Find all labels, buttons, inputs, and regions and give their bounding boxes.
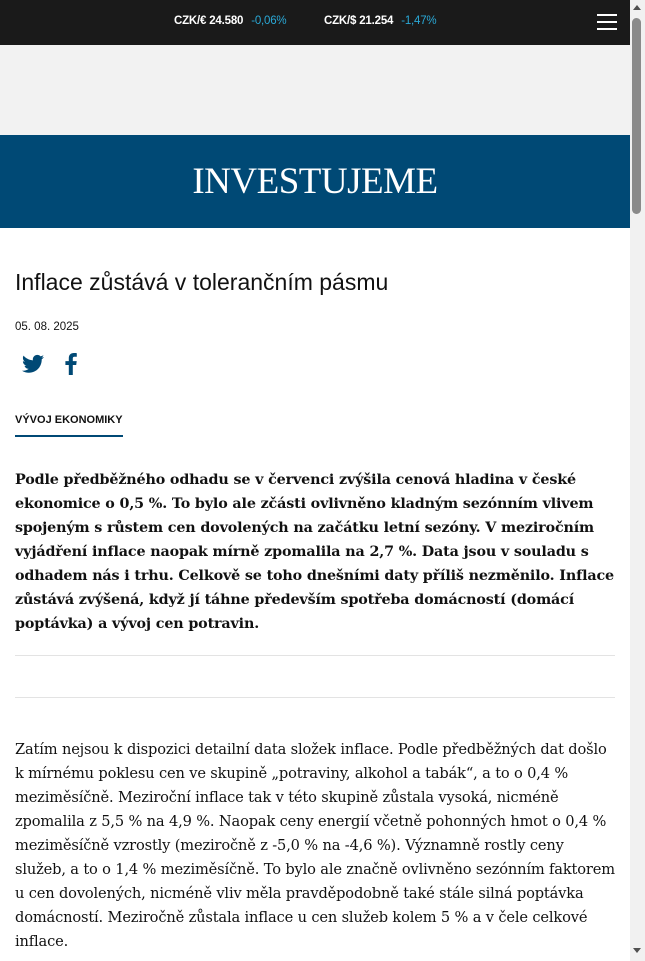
divider (15, 697, 615, 698)
vertical-scrollbar[interactable] (630, 0, 645, 961)
brand-header (0, 135, 630, 228)
ticker-pair: CZK/€ (174, 15, 207, 27)
ticker-item-eur[interactable] (174, 15, 286, 27)
ticker-pair: CZK/$ (324, 15, 357, 27)
article-body-paragraph: Zatím nejsou k dispozici detailní data složek inflace. Podle předběžných dat došlo k mírnému poklesu cen ve skupině „potraviny, alkohol a tabák“, a to o 0,4 % meziměsíčně. Meziroční inflace tak v této skupině zůstala vysoká, nicméně zpomalila z 5,5 % na 4,9 %. Naopak ceny energií včetně pohonných hmot o 0,4 % meziměsíčně vzrostly (meziročně z -5,0 % na -4,6 %). Významně rostly ceny služeb, a to o 1,4 % meziměsíčně. To bylo ale značně ovlivněno sezónním faktorem u cen dovolených, nicméně vliv měla pravděpodobně také stále silná poptávka domácností. Meziročně zůstala inflace u cen služeb kolem 5 % a v čele celkové inflace. (15, 741, 615, 950)
ticker-change: -1,47% (401, 15, 437, 27)
ad-banner-space (0, 45, 630, 135)
twitter-icon[interactable] (22, 354, 44, 374)
facebook-icon[interactable] (64, 353, 78, 375)
divider (15, 655, 615, 656)
menu-icon[interactable] (597, 14, 617, 31)
scroll-up-arrow-icon[interactable] (633, 5, 641, 10)
scroll-down-arrow-icon[interactable] (633, 948, 641, 953)
article-title: Inflace zůstává v tolerančním pásmu (15, 269, 389, 295)
article-date: 05. 08. 2025 (15, 321, 79, 333)
currency-ticker (0, 0, 630, 45)
ticker-item-usd[interactable] (324, 15, 436, 27)
scrollbar-thumb[interactable] (632, 18, 641, 214)
ticker-value: 21.254 (359, 15, 394, 27)
site-logo[interactable]: INVESTUJEME (192, 161, 438, 202)
article-lead: Podle předběžného odhadu se v červenci zvýšila cenová hladina v české ekonomice o 0,5 %. To bylo ale zčásti ovlivněno kladným sezónním vlivem spojeným s růstem cen dovolených na začátku letní sezóny. V meziročním vyjádření inflace naopak mírně zpomalila na 2,7 %. Data jsou v souladu s odhadem nás i trhu. Celkově se toho dnešními daty příliš nezměnilo. Inflace zůstává zvýšená, když jí táhne především spotřeba domácností (domácí poptávka) a vývoj cen potravin. (15, 472, 614, 632)
ticker-value: 24.580 (209, 15, 244, 27)
ticker-change: -0,06% (251, 15, 287, 27)
category-tag[interactable]: VÝVOJ EKONOMIKY (15, 414, 123, 437)
